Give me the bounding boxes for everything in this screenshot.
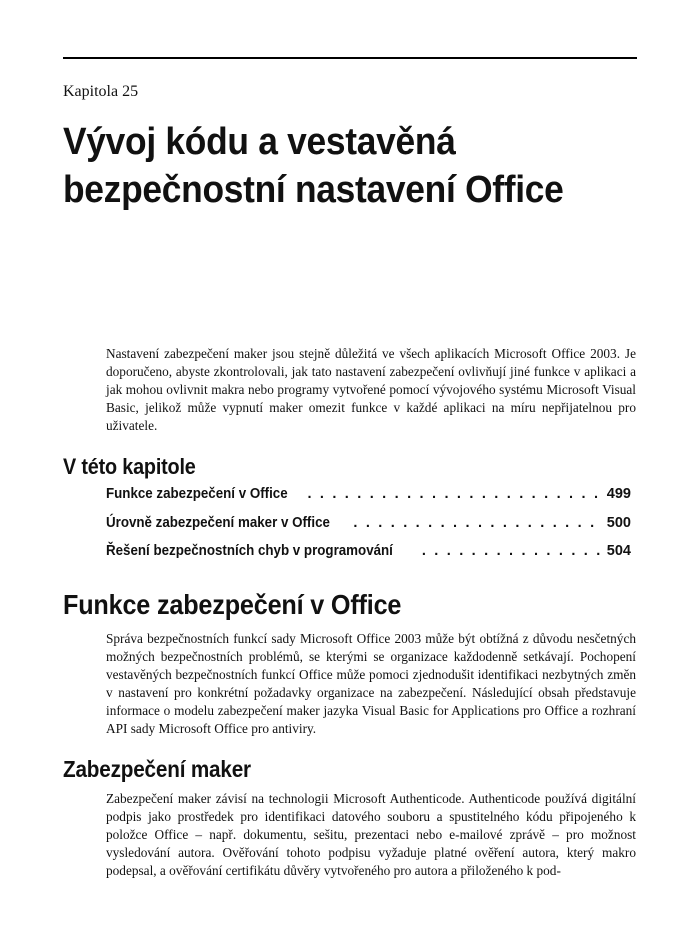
chapter-title — [63, 118, 621, 214]
toc-leader-dots — [353, 515, 602, 531]
toc-entry-title[interactable]: Řešení bezpečnostních chyb v programování — [106, 543, 393, 559]
section-paragraph-macro-security: Zabezpečení maker závisí na technologii Microsoft Authenticode. Authenticode používá digitální podpis jako prostředek pro identifikaci datového souboru a spustitelného kódu připojeného k položce Office – např. dokumentu, sešitu, prezentaci nebo e-mailové zprávě – pro možnost vysledování autora. Ověřování tohoto podpisu vyžaduje platné ověření autora, který makro podepsal, a ověřování certifikátu důvěry vytvořeného pro autora a přiloženého k pod- — [106, 791, 636, 878]
chapter-title-line-1: Vývoj kódu a vestavěná — [63, 121, 456, 163]
toc-heading: V této kapitole — [63, 454, 196, 479]
chapter-title-line-2: bezpečnostní nastavení Office — [63, 169, 564, 211]
section-heading-security-features: Funkce zabezpečení v Office — [63, 589, 402, 620]
top-rule — [63, 57, 637, 59]
section-paragraph-security-features: Správa bezpečnostních funkcí sady Microsoft Office 2003 může být obtížná z důvodu nesčetných možných bezpečnostních problémů, se kterými se organizace každodenně setkávají. Pochopení vestavěných bezpečnostních funkcí Office může pomoci zjednodušit identifikaci nezbytných změn v nastavení pro konkrétní požadavky organizace na zabezpečení. Následující obsah představuje informace o modelu zabezpečení maker jazyka Visual Basic for Applications pro Office a rozhraní API sady Microsoft Office pro antiviry. — [106, 631, 636, 736]
toc-entry[interactable] — [106, 486, 631, 515]
toc-entry-title[interactable]: Úrovně zabezpečení maker v Office — [106, 514, 330, 531]
toc-entry-title[interactable]: Funkce zabezpečení v Office — [106, 486, 288, 502]
intro-paragraph: Nastavení zabezpečení maker jsou stejně důležitá ve všech aplikacích Microsoft Office 2003. Je doporučeno, abyste zkontrolovali, jak tato nastavení zabezpečení ovlivňují jiné funkce v aplikaci a jak mohou ovlivnit makra nebo programy vytvořené pomocí vývojového systému Microsoft Visual Basic, jelikož může vypnutí maker omezit funkce v každé aplikaci na míru nepřijatelnou pro uživatele. — [106, 346, 636, 433]
toc-entry-page: 504 — [606, 543, 631, 559]
toc-entry[interactable] — [106, 515, 631, 544]
toc-leader-dots — [422, 543, 603, 559]
section-heading-macro-security: Zabezpečení maker — [63, 756, 251, 782]
toc-entry[interactable] — [106, 543, 631, 572]
toc-list — [106, 486, 631, 572]
toc-leader-dots — [307, 486, 602, 502]
chapter-label: Kapitola 25 — [63, 83, 139, 100]
toc-entry-page: 500 — [606, 514, 631, 531]
toc-entry-page: 499 — [606, 486, 631, 502]
